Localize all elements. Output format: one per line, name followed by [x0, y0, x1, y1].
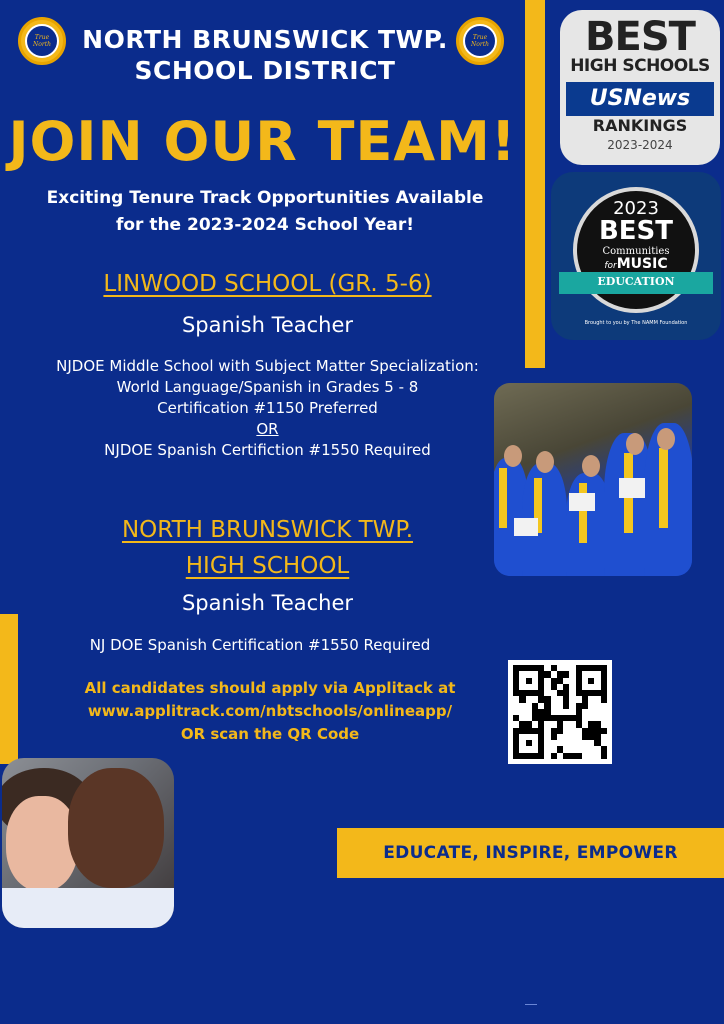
namm-education: EDUCATION: [597, 275, 675, 288]
namm-best-communities-badge: [551, 172, 721, 340]
high-school-certification: NJ DOE Spanish Certification #1550 Required: [89, 636, 431, 654]
linwood-cert-line2: World Language/Spanish in Grades 5 - 8: [116, 378, 419, 396]
district-logo-text: True North: [25, 24, 59, 58]
gold-accent-bar-right: [525, 0, 545, 368]
divider: [525, 1004, 537, 1005]
namm-music-word: MUSIC: [616, 256, 668, 272]
apply-link[interactable]: www.applitrack.com/nbtschools/onlineapp/: [87, 702, 453, 720]
usnews-years: 2023-2024: [607, 138, 673, 152]
district-name-line1: NORTH BRUNSWICK TWP.: [82, 25, 448, 54]
usnews-high-schools: HIGH SCHOOLS: [570, 56, 710, 76]
apply-line3: OR scan the QR Code: [180, 725, 360, 743]
subheading: [10, 185, 520, 239]
linwood-school-title: LINWOOD SCHOOL (GR. 5-6): [103, 271, 432, 297]
district-logo-text-right: True North: [463, 24, 497, 58]
graduation-photo: [494, 383, 692, 576]
linwood-certification: [20, 356, 515, 461]
apply-instructions: [40, 677, 500, 746]
district-logo-left: [18, 17, 66, 65]
high-school-title-line2: HIGH SCHOOL: [185, 553, 350, 579]
linwood-cert-line3: Certification #1150 Preferred: [157, 399, 378, 417]
high-school-role: Spanish Teacher: [181, 591, 354, 615]
students-photo: [2, 758, 174, 928]
linwood-role: Spanish Teacher: [181, 313, 354, 337]
namm-music: [551, 256, 721, 272]
namm-best: BEST: [598, 216, 674, 246]
gold-accent-bar-left: [0, 614, 18, 764]
district-name: [70, 24, 460, 86]
namm-for: for: [604, 261, 617, 271]
namm-year: 2023: [613, 198, 659, 219]
usnews-best-high-schools-badge: [560, 10, 720, 165]
district-logo-right: [456, 17, 504, 65]
namm-communities: Communities: [602, 246, 670, 257]
linwood-cert-line4: NJDOE Spanish Certifiction #1550 Required: [104, 441, 431, 459]
high-school-title: [30, 512, 505, 584]
usnews-best: BEST: [585, 14, 695, 60]
apply-line1: All candidates should apply via Applitack at: [84, 679, 456, 697]
usnews-rankings: RANKINGS: [592, 116, 688, 135]
headline: JOIN OUR TEAM!: [8, 110, 517, 173]
slogan-banner: EDUCATE, INSPIRE, EMPOWER: [337, 828, 724, 878]
subheading-line2: for the 2023-2024 School Year!: [115, 215, 415, 235]
usnews-brand: USNews: [566, 82, 714, 116]
qr-code[interactable]: [508, 660, 612, 764]
subheading-line1: Exciting Tenure Track Opportunities Available: [46, 188, 484, 208]
linwood-cert-or: OR: [256, 420, 279, 438]
linwood-cert-line1: NJDOE Middle School with Subject Matter Specialization:: [56, 357, 479, 375]
qr-code-pattern: [513, 665, 607, 759]
high-school-title-line1: NORTH BRUNSWICK TWP.: [121, 517, 414, 543]
district-name-line2: SCHOOL DISTRICT: [134, 56, 396, 85]
namm-credit: Brought to you by The NAMM Foundation: [584, 320, 688, 326]
